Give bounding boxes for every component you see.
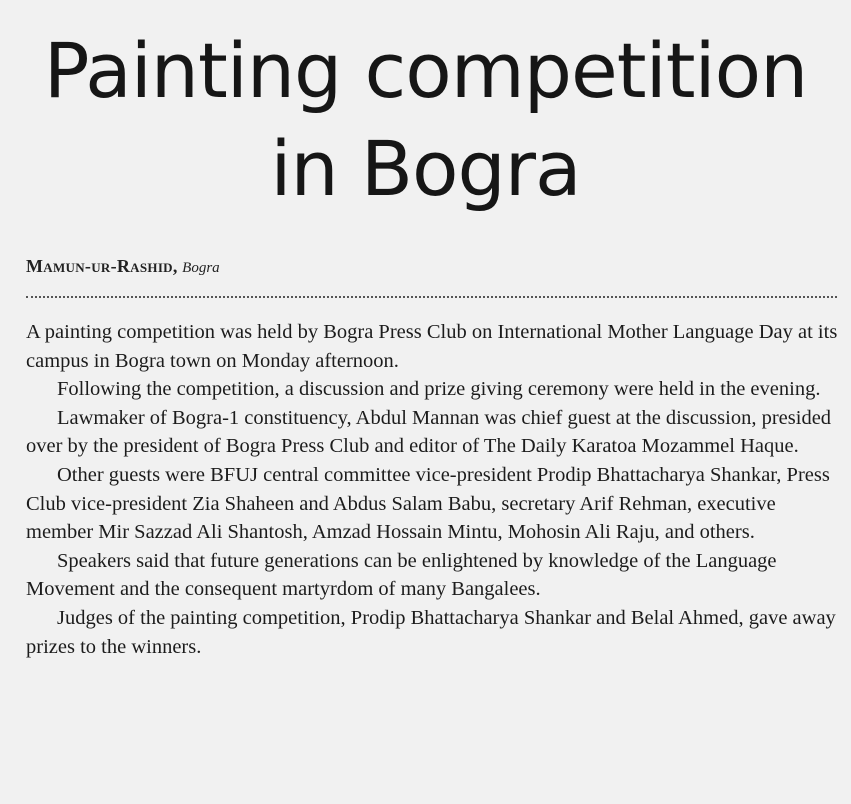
paragraph-3: Lawmaker of Bogra-1 constituency, Abdul Mannan was chief guest at the discussion, presided over by the president of Bogra Press Club and editor of The Daily Karatoa Mozammel Haque. <box>26 406 832 458</box>
article-body <box>26 318 838 661</box>
paragraph-5: Speakers said that future generations can be enlightened by knowledge of the Language Movement and the consequent martyrdom of many Bangalees. <box>26 549 777 601</box>
paragraph-4: Other guests were BFUJ central committee vice-president Prodip Bhattacharya Shankar, Press Club vice-president Zia Shaheen and Abdus Salam Babu, secretary Arif Rehman, executive member Mir Sazzad Ali Shantosh, Amzad Hossain Mintu, Mohosin Ali Raju, and others. <box>26 463 830 544</box>
headline <box>0 0 851 218</box>
headline-line-2: in Bogra <box>270 124 581 213</box>
paragraph-6: Judges of the painting competition, Prodip Bhattacharya Shankar and Belal Ahmed, gave away prizes to the winners. <box>26 606 836 658</box>
paragraph-2: Following the competition, a discussion and prize giving ceremony were held in the evening. <box>57 378 821 401</box>
byline <box>26 256 220 277</box>
dotted-divider <box>26 296 837 298</box>
paragraph-1: A painting competition was held by Bogra Press Club on International Mother Language Day at its campus in Bogra town on Monday afternoon. <box>26 321 838 372</box>
headline-line-1: Painting competition <box>43 26 808 115</box>
byline-author: Mamun-ur-Rashid, <box>26 256 178 276</box>
byline-place: Bogra <box>182 260 220 276</box>
